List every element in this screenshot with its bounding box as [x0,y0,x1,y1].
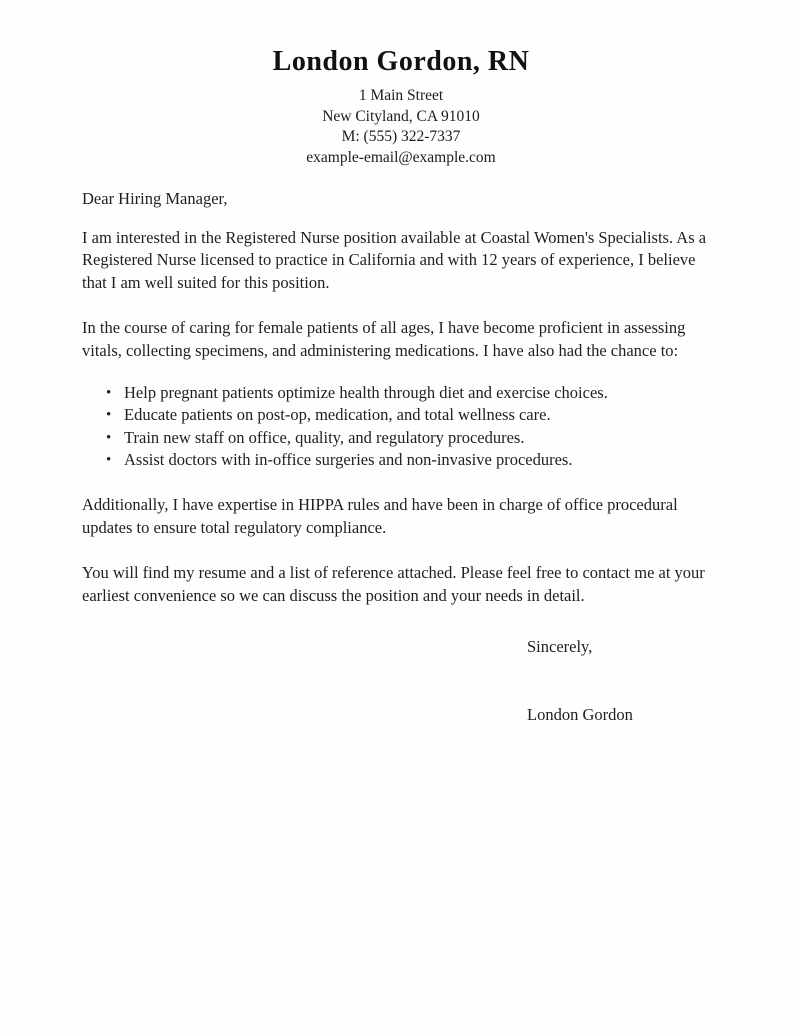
address-street: 1 Main Street [358,87,444,104]
list-item: • Help pregnant patients optimize health through diet and exercise choices. [124,382,720,404]
letter-header [82,46,720,168]
paragraph-expertise: Additionally, I have expertise in HIPPA rules and have been in charge of office procedural updates to ensure total regulatory compliance. [82,495,678,537]
phone-number: M: (555) 322-7337 [341,128,461,145]
paragraph-intro: I am interested in the Registered Nurse position available at Coastal Women's Specialists. As a Registered Nurse licensed to practice in California and with 12 years of experience, I believe that I am well suited for this position. [82,227,707,292]
list-item: • Educate patients on post-op, medication, and total wellness care. [124,404,720,426]
signature-name: London Gordon [527,704,633,724]
address-city-state-zip: New Cityland, CA 91010 [322,107,480,125]
paragraph-contact: You will find my resume and a list of reference attached. Please feel free to contact me at your earliest convenience so we can discuss the position and your needs in detail. [82,563,705,605]
list-item: • Train new staff on office, quality, and regulatory procedures. [124,427,720,449]
applicant-name: London Gordon, RN [272,46,530,77]
paragraph-experience: In the course of caring for female patients of all ages, I have become proficient in assessing vitals, collecting specimens, and administering medications. I have also had the chance to: [82,318,686,360]
list-item: • Assist doctors with in-office surgeries and non-invasive procedures. [124,449,720,471]
email-address: example-email@example.com [306,148,496,166]
letter-body [82,188,720,726]
accomplishments-list [82,382,720,471]
closing-salutation: Sincerely, [527,637,593,657]
salutation: Dear Hiring Manager, [82,189,228,208]
closing-block [527,636,720,726]
